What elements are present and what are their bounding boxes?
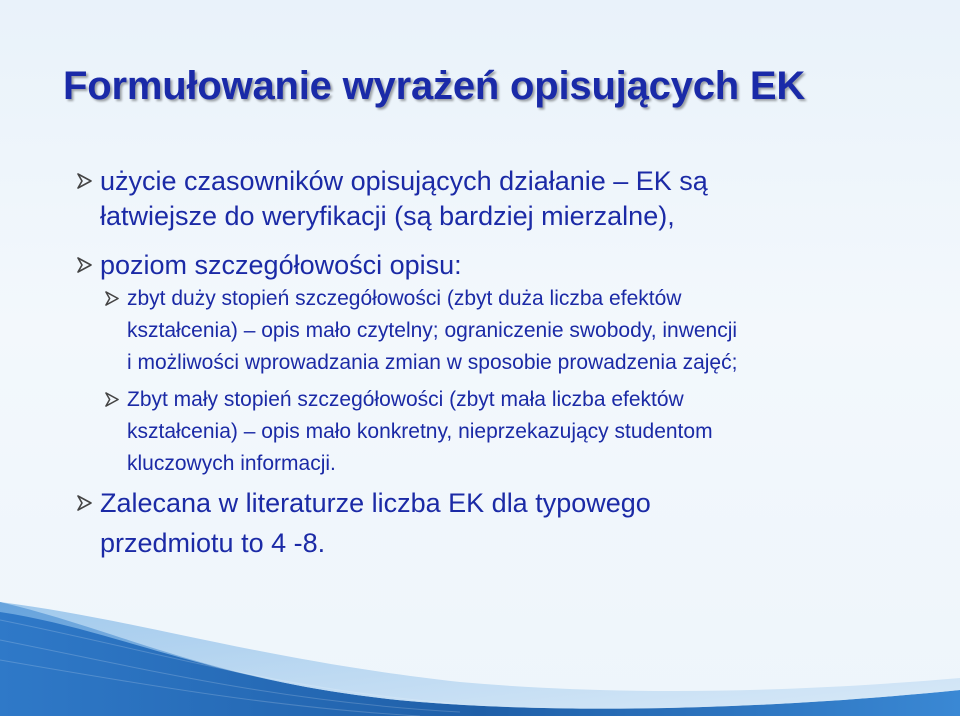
decorative-wave (0, 590, 960, 716)
arrow-bullet-icon (105, 392, 119, 407)
sub-bullet-2-line-2: kształcenia) – opis mało konkretny, nieprzekazujący studentom (127, 420, 713, 443)
sub-bullet-2-line-3: kluczowych informacji. (127, 452, 336, 475)
sub-bullet-1-line-2: kształcenia) – opis mało czytelny; ograniczenie swobody, inwencji (127, 319, 738, 342)
arrow-bullet-icon (77, 257, 92, 273)
bullet-1-line-1: użycie czasowników opisujących działanie – EK są (100, 166, 708, 196)
bullet-3-line-2: przedmiotu to 4 -8. (100, 528, 326, 558)
arrow-bullet-icon (77, 173, 92, 189)
arrow-bullet-icon (77, 495, 92, 511)
bullet-2-line-1: poziom szczegółowości opisu: (100, 250, 462, 280)
arrow-bullet-icon (105, 291, 119, 306)
bullet-1-line-2: łatwiejsze do weryfikacji (są bardziej mierzalne), (100, 201, 675, 231)
sub-bullet-1-line-3: i możliwości wprowadzania zmian w sposobie prowadzenia zajęć; (127, 351, 738, 374)
sub-bullet-1-line-1: zbyt duży stopień szczegółowości (zbyt duża liczba efektów (127, 287, 682, 310)
slide-title: Formułowanie wyrażeń opisujących EK (63, 64, 806, 108)
bullet-3-line-1: Zalecana w literaturze liczba EK dla typowego (100, 488, 651, 518)
sub-bullet-2-line-1: Zbyt mały stopień szczegółowości (zbyt mała liczba efektów (127, 388, 684, 411)
